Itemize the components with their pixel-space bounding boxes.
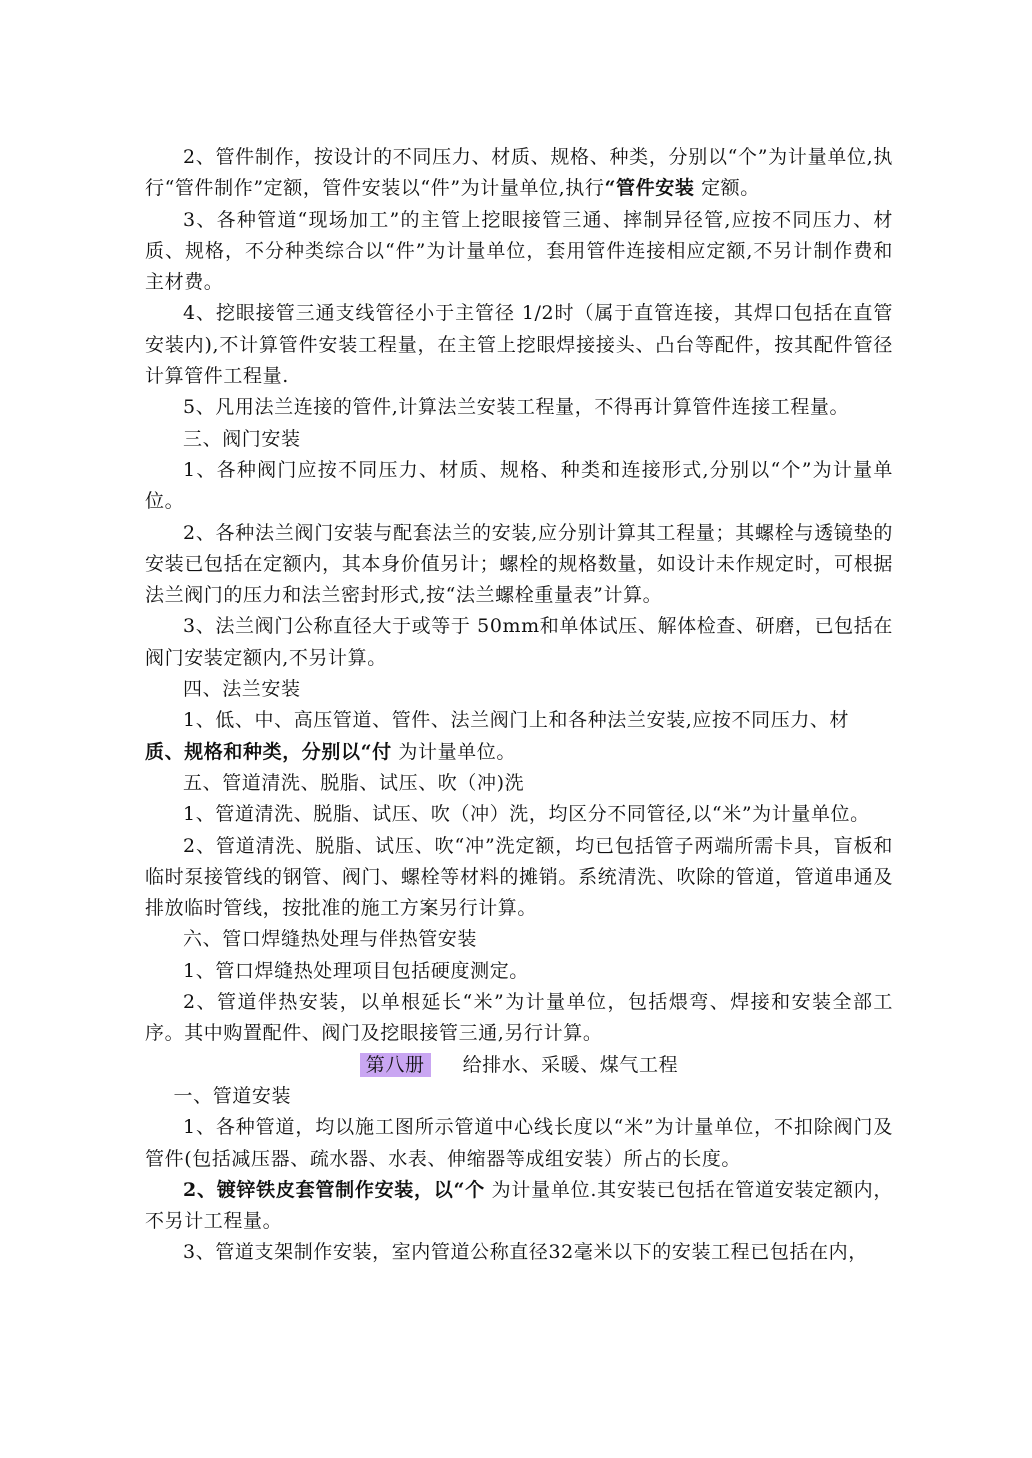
paragraph-site-processing: 3、各种管道“现场加工”的主管上挖眼接管三通、摔制异径管,应按不同压力、材质、规格，不分种类综合以“件”为计量单位，套用管件连接相应定额,不另计制作费和主材费。 bbox=[145, 208, 893, 294]
paragraph-cleaning-quota: 2、管道清洗、脱脂、试压、吹“冲”洗定额，均已包括管子两端所需卡具，盲板和临时泵接管线的钢管、阀门、螺栓等材料的摊销。系统清洗、吹除的管道，管道串通及排放临时管线，按批准的施工方案另行计算。 bbox=[145, 834, 893, 920]
heading-flange-installation: 四、法兰安装 bbox=[183, 678, 301, 701]
paragraph-valve-diameter: 3、法兰阀门公称直径大于或等于 50mm和单体试压、解体检查、研磨，已包括在阀门安装定额内,不另计算。 bbox=[145, 615, 893, 669]
paragraph-fitting-fabrication: 2、管件制作，按设计的不同压力、材质、规格、种类，分别以“个”为计量单位,执行“管件制作”定额，管件安装以“件”为计量单位,执行“管件安装 定额。 bbox=[145, 146, 893, 200]
heading-pipe-installation: 一、管道安装 bbox=[173, 1084, 292, 1107]
paragraph-cleaning-units: 1、管道清洗、脱脂、试压、吹（冲）洗，均区分不同管径,以“米”为计量单位。 bbox=[183, 803, 870, 826]
volume-heading bbox=[145, 1050, 893, 1081]
heading-pipe-cleaning: 五、管道清洗、脱脂、试压、吹（冲)洗 bbox=[183, 771, 525, 794]
paragraph-branch-pipe: 4、挖眼接管三通支线管径小于主管径 1/2时（属于直管连接，其焊口包括在直管安装内),不计算管件安装工程量，在主管上挖眼焊接接头、凸台等配件，按其配件管径计算管件工程量. bbox=[145, 302, 893, 388]
paragraph-galvanized-sleeve: 2、镀锌铁皮套管制作安装，以“个 为计量单位.其安装已包括在管道安装定额内，不另计工程量。 bbox=[145, 1178, 894, 1233]
paragraph-tracing-pipe: 2、管道伴热安装，以单根延长“米”为计量单位，包括煨弯、焊接和安装全部工序。其中购置配件、阀门及挖眼接管三通,另行计算。 bbox=[145, 991, 893, 1045]
paragraph-flange-fittings: 5、凡用法兰连接的管件,计算法兰安装工程量，不得再计算管件连接工程量。 bbox=[183, 396, 850, 419]
document-page bbox=[145, 142, 893, 1269]
paragraph-flange-pressure-line2: 质、规格和种类，分别以“付 为计量单位。 bbox=[145, 740, 516, 763]
paragraph-pipe-length: 1、各种管道，均以施工图所示管道中心线长度以“米”为计量单位，不扣除阀门及管件(包括减压器、疏水器、水表、伸缩器等成组安装）所占的长度。 bbox=[145, 1116, 893, 1170]
paragraph-flange-valves: 2、各种法兰阀门安装与配套法兰的安装,应分别计算其工程量；其螺栓与透镜垫的安装已包括在定额内，其本身价值另计；螺栓的规格数量，如设计未作规定时，可根据法兰阀门的压力和法兰密封形式,按“法兰螺栓重量表”计算。 bbox=[145, 521, 893, 607]
heading-weld-heat-treatment: 六、管口焊缝热处理与伴热管安装 bbox=[183, 928, 478, 951]
paragraph-pipe-support: 3、管道支架制作安装，室内管道公称直径32毫米以下的安装工程已包括在内， bbox=[183, 1241, 868, 1264]
heading-valve-installation: 三、阀门安装 bbox=[183, 427, 301, 450]
volume-tag: 第八册 bbox=[360, 1053, 431, 1077]
paragraph-hardness-test: 1、管口焊缝热处理项目包括硬度测定。 bbox=[183, 959, 529, 982]
volume-title: 给排水、采暖、煤气工程 bbox=[462, 1053, 679, 1076]
paragraph-flange-pressure-line1: 1、低、中、高压管道、管件、法兰阀门上和各种法兰安装,应按不同压力、材 bbox=[183, 709, 850, 732]
paragraph-valves-units: 1、各种阀门应按不同压力、材质、规格、种类和连接形式,分别以“个”为计量单位。 bbox=[145, 458, 893, 513]
